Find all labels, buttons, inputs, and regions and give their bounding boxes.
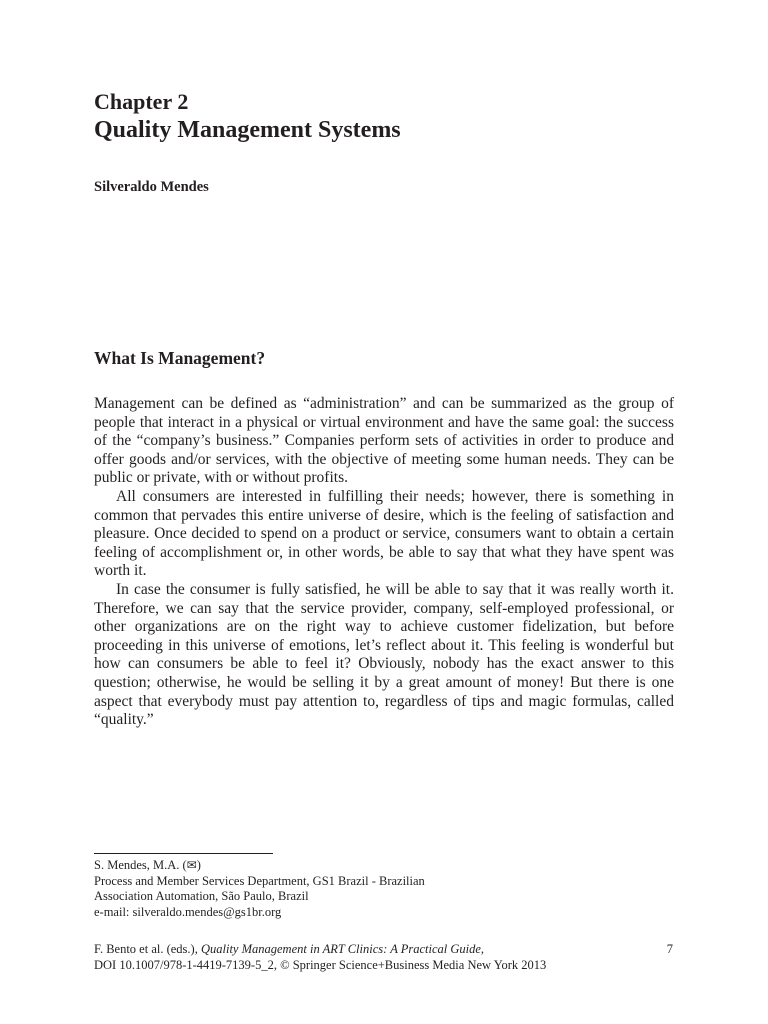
footnote-affiliation-1: Process and Member Services Department, GS1 Brazil - Brazilian: [94, 873, 425, 888]
footnote-affiliation-2: Association Automation, São Paulo, Brazil: [94, 889, 309, 903]
paragraph-3: In case the consumer is fully satisfied, he will be able to say that it was really worth it. Therefore, we can say that the service provider, company, self-employed professional, or other organizations are on the right way to achieve customer fidelization, but before proceeding in this universe of emotions, let’s reflect about it. This feeling is wonderful but how can consumers be able to feel it? Obviously, nobody has the exact answer to this question; otherwise, he would be selling it by a great amount of money! But there is one aspect that everybody must pay attention to, regardless of tips and magic formulas, called “quality.”: [94, 580, 674, 729]
footnote-name-line: [94, 858, 594, 874]
page-number: 7: [666, 942, 673, 956]
author-footnote: [94, 858, 594, 920]
paragraph-2: All consumers are interested in fulfilling their needs; however, there is something in common that pervades this entire universe of desire, which is the feeling of satisfaction and pleasure. Once decided to spend on a product or service, consumers want to obtain a certain feeling of accomplishment or, in other words, be able to say that what they have spent was worth it.: [94, 487, 674, 580]
author-name: Silveraldo Mendes: [94, 179, 209, 195]
body-text: [94, 395, 674, 730]
citation-line-1: [94, 942, 674, 958]
footnote-name-close: ): [196, 858, 201, 872]
citation-doi: DOI 10.1007/978-1-4419-7139-5_2, © Springer Science+Business Media New York 2013: [94, 957, 547, 972]
chapter-label: Chapter 2: [94, 89, 189, 114]
envelope-icon: ✉: [186, 858, 197, 872]
footnote-name: S. Mendes, M.A. (: [94, 858, 187, 872]
footnote-email: e-mail: silveraldo.mendes@gs1br.org: [94, 904, 282, 919]
citation-comma: ,: [480, 942, 485, 956]
chapter-title: Quality Management Systems: [94, 117, 401, 143]
citation-editors: F. Bento et al. (eds.),: [94, 942, 201, 956]
footnote-divider: [94, 853, 273, 854]
section-heading: What Is Management?: [94, 348, 266, 368]
citation-footer: [94, 942, 674, 973]
paragraph-1: Management can be defined as “administration” and can be summarized as the group of people that interact in a physical or virtual environment and have the same goal: the success of the “company’s business.” Companies perform sets of activities in order to produce and offer goods and/or services, with the objective of meeting some human needs. They can be public or private, with or without profits.: [94, 395, 674, 487]
citation-book-title: Quality Management in ART Clinics: A Practical Guide: [200, 942, 481, 956]
